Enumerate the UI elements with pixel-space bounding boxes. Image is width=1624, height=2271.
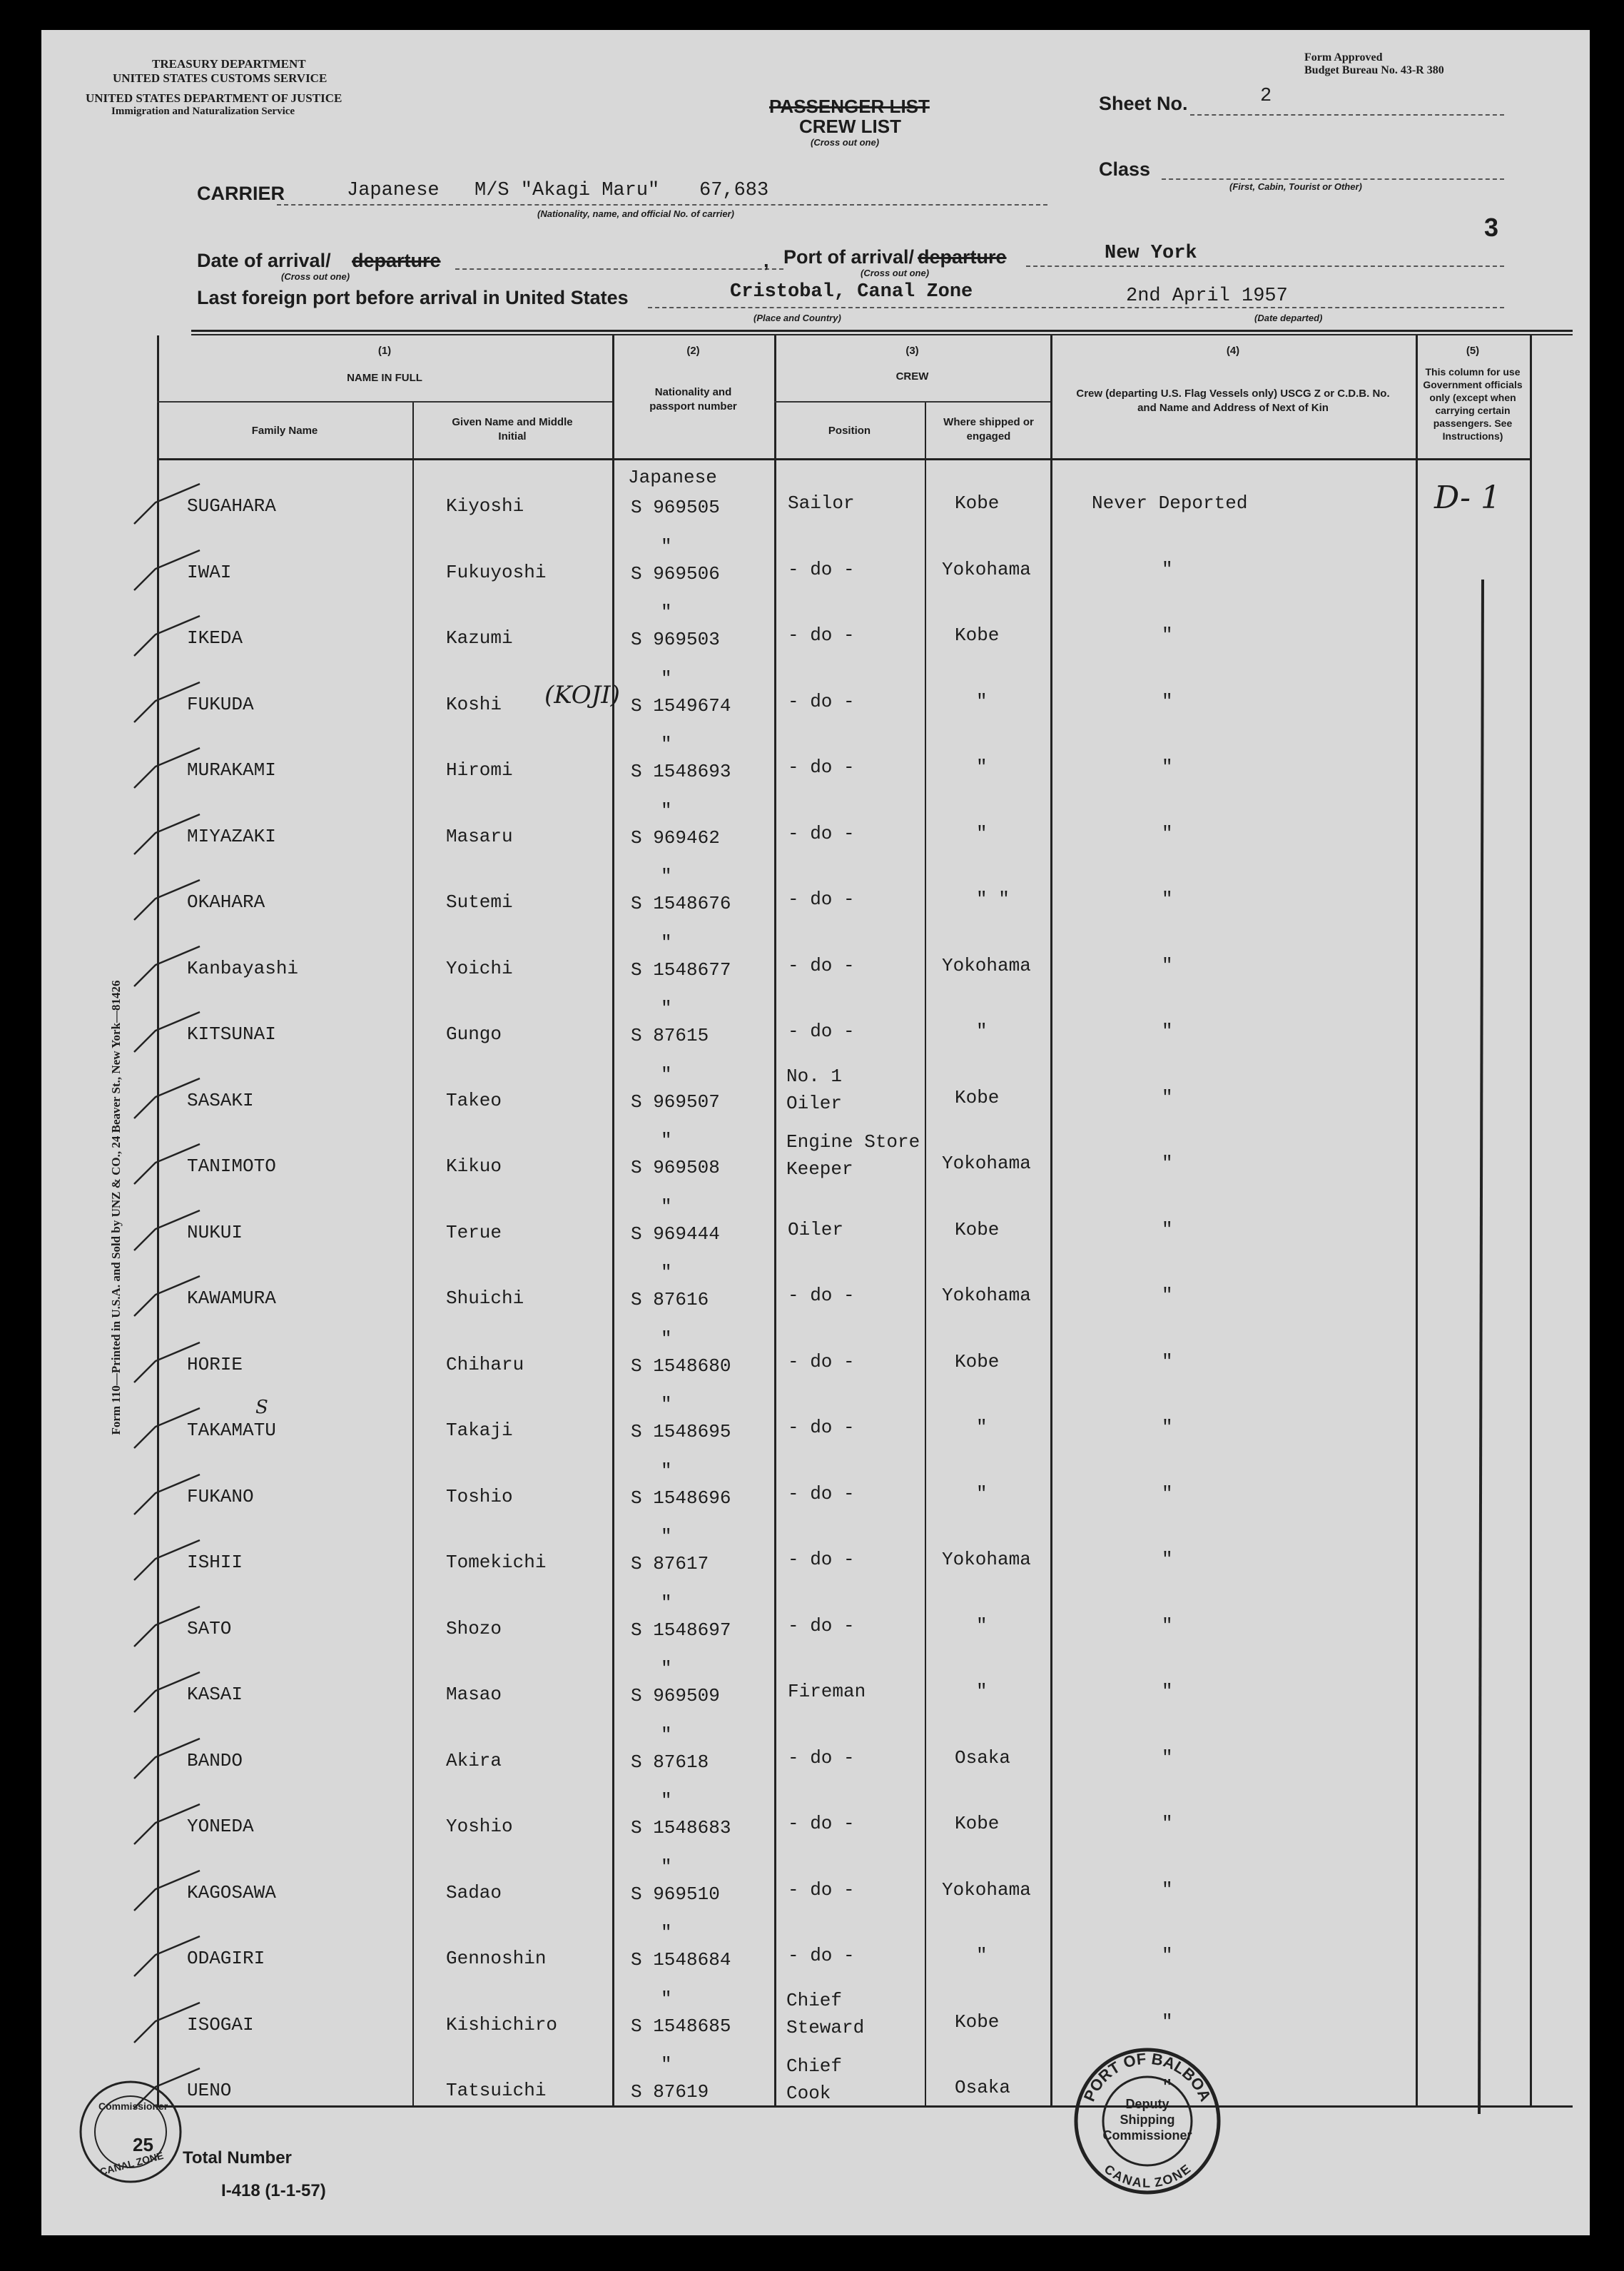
- tick-mark: [113, 811, 205, 869]
- family-name: KITSUNAI: [187, 1023, 276, 1045]
- place-hint: (Place and Country): [753, 313, 841, 323]
- nationality: ": [661, 1988, 672, 2010]
- passport-number: S 87618: [631, 1751, 709, 1773]
- passport-number: S 1548697: [631, 1619, 731, 1641]
- svg-text:CANAL ZONE: CANAL ZONE: [98, 2149, 165, 2178]
- passport-number: S 1548683: [631, 1817, 731, 1838]
- next-of-kin: ": [1162, 690, 1173, 712]
- family-name: HORIE: [187, 1353, 243, 1375]
- position: - do -: [788, 1417, 855, 1438]
- given-name: Gungo: [446, 1023, 502, 1045]
- port-departure-struck: departure: [918, 246, 1007, 268]
- cross-out-one-hint: (Cross out one): [811, 137, 880, 148]
- given-name: Akira: [446, 1749, 502, 1771]
- given-name: Fukuyoshi: [446, 561, 547, 583]
- next-of-kin: ": [1162, 1549, 1173, 1570]
- next-of-kin: ": [1162, 1813, 1173, 1834]
- page-mark: 3: [1484, 213, 1499, 242]
- given-name: Takaji: [446, 1420, 513, 1441]
- port-hint: (Cross out one): [861, 268, 930, 278]
- total-number-value: 25: [133, 2134, 153, 2155]
- tick-mark: [113, 1141, 205, 1198]
- family-name: TAKAMATU: [187, 1420, 276, 1441]
- tick-mark: [113, 2000, 205, 2057]
- position: - do -: [788, 1878, 855, 1901]
- svg-text:PORT OF BALBOA: PORT OF BALBOA: [1080, 2049, 1215, 2105]
- position: No. 1: [786, 1065, 843, 1087]
- carrier-vessel: M/S "Akagi Maru": [474, 180, 660, 201]
- next-of-kin: ": [1162, 1681, 1173, 1702]
- nationality: ": [661, 1394, 672, 1415]
- class-hint: (First, Cabin, Tourist or Other): [1229, 181, 1362, 192]
- where-shipped: Kobe: [955, 492, 1000, 514]
- position: - do -: [788, 624, 855, 646]
- given-name: Sutemi: [446, 891, 513, 913]
- given-name: Takeo: [446, 1089, 502, 1111]
- family-name: MIYAZAKI: [187, 825, 276, 847]
- col4-number: (4): [1226, 345, 1240, 357]
- family-name: YONEDA: [187, 1816, 254, 1837]
- passport-number: S 969505: [631, 497, 720, 518]
- tick-mark: [113, 1736, 205, 1793]
- next-of-kin: ": [1162, 1086, 1173, 1108]
- col4-title: Crew (departing U.S. Flag Vessels only) USCG Z or C.D.B. No. and Name and Address of Next of Kin: [1076, 388, 1390, 414]
- svg-text:Commissioner: Commissioner: [1102, 2128, 1192, 2143]
- given-name: Kazumi: [446, 627, 513, 649]
- family-name: MURAKAMI: [187, 759, 276, 781]
- next-of-kin: ": [1162, 1878, 1173, 1901]
- tick-mark: [113, 613, 205, 670]
- passport-number: S 969462: [631, 826, 720, 849]
- nationality: ": [661, 667, 672, 689]
- tick-mark: [113, 481, 205, 538]
- next-of-kin: ": [1162, 1417, 1173, 1438]
- passport-number: S 1548693: [631, 761, 731, 782]
- passport-number: S 87616: [631, 1289, 709, 1310]
- family-name: OKAHARA: [187, 891, 265, 913]
- where-shipped: Kobe: [955, 624, 1000, 646]
- col5-title: This column for use Government officials only (except when carrying certain passengers. See Instructions): [1423, 366, 1523, 442]
- last-port-label: Last foreign port before arrival in United States: [197, 287, 629, 308]
- where-shipped: ": [976, 757, 988, 778]
- tick-mark: [113, 745, 205, 802]
- sheet-no-value: 2: [1260, 86, 1272, 107]
- carrier-hint: (Nationality, name, and official No. of carrier): [537, 208, 734, 219]
- tick-mark: [113, 1933, 205, 1991]
- col1-title: NAME IN FULL: [347, 372, 422, 384]
- given-name: Yoshio: [446, 1816, 513, 1837]
- tick-mark: [113, 1801, 205, 1858]
- tick-mark: [113, 547, 205, 605]
- date-hint: (Cross out one): [281, 271, 350, 282]
- where-shipped: ": [976, 1021, 988, 1042]
- document-page: [41, 30, 1590, 2235]
- next-of-kin: ": [1162, 889, 1173, 910]
- last-port-value: Cristobal, Canal Zone: [730, 281, 973, 303]
- where-shipped: ": [976, 1945, 988, 1966]
- family-name: IWAI: [187, 561, 232, 583]
- nationality: ": [661, 1658, 672, 1679]
- position-line-2: Steward: [786, 2016, 865, 2038]
- family-name: FUKUDA: [187, 693, 254, 715]
- where-shipped: Kobe: [955, 1218, 1000, 1240]
- date-of-arrival-label: Date of arrival/: [197, 250, 331, 271]
- where-shipped: Yokohama: [942, 1153, 1031, 1174]
- position: - do -: [788, 1482, 855, 1504]
- family-name: TANIMOTO: [187, 1155, 276, 1177]
- next-of-kin: ": [1162, 1482, 1173, 1504]
- next-of-kin: ": [1162, 1153, 1173, 1174]
- given-name: Kikuo: [446, 1155, 502, 1177]
- tick-mark: [113, 1537, 205, 1594]
- position: - do -: [788, 558, 855, 580]
- position-line-2: Keeper: [786, 1158, 853, 1180]
- position-line-2: Oiler: [786, 1092, 843, 1114]
- verification-check-mark: [1419, 472, 1533, 2128]
- nationality: ": [661, 1724, 672, 1746]
- where-shipped: Yokohama: [942, 1285, 1031, 1306]
- family-name: BANDO: [187, 1749, 243, 1771]
- position: - do -: [788, 1945, 855, 1966]
- position: Oiler: [788, 1218, 844, 1240]
- position: - do -: [788, 690, 855, 712]
- next-of-kin: ": [1162, 558, 1173, 580]
- given-name: Gennoshin: [446, 1948, 547, 1969]
- col-where-shipped: Where shipped or engaged: [943, 416, 1034, 442]
- where-shipped: ": [976, 1482, 988, 1504]
- passport-number: S 1548676: [631, 893, 731, 914]
- given-name: Shozo: [446, 1617, 502, 1639]
- passport-number: S 87617: [631, 1553, 709, 1574]
- family-name: KASAI: [187, 1684, 243, 1705]
- where-shipped: Kobe: [955, 2010, 1000, 2033]
- given-name: Yoichi: [446, 957, 513, 979]
- given-name-handwritten-note: (KOJI): [544, 680, 620, 709]
- passport-number: S 87615: [631, 1025, 709, 1046]
- nationality: ": [661, 1130, 672, 1151]
- col5-number: (5): [1466, 345, 1480, 357]
- position: - do -: [788, 1813, 855, 1834]
- family-name: ODAGIRI: [187, 1948, 265, 1969]
- col3-number: (3): [905, 345, 919, 357]
- next-of-kin: ": [1162, 1350, 1173, 1372]
- nationality: Japanese: [628, 467, 717, 488]
- next-of-kin: ": [1162, 1614, 1173, 1637]
- dept-line-3: UNITED STATES DEPARTMENT OF JUSTICE: [86, 91, 342, 105]
- passport-number: S 969506: [631, 562, 720, 585]
- where-shipped: Yokohama: [942, 558, 1031, 580]
- passport-number: S 969508: [631, 1157, 720, 1178]
- tick-mark: [113, 1009, 205, 1066]
- tick-mark: [113, 1273, 205, 1330]
- nationality: ": [661, 1063, 672, 1086]
- dept-line-1: TREASURY DEPARTMENT: [152, 57, 306, 71]
- passport-number: S 1548680: [631, 1355, 731, 1377]
- where-shipped: Osaka: [955, 2077, 1011, 2098]
- given-name: Chiharu: [446, 1353, 524, 1375]
- tick-mark: [113, 877, 205, 934]
- dept-line-4: Immigration and Naturalization Service: [111, 106, 295, 117]
- position: - do -: [788, 1285, 855, 1306]
- port-of-arrival-label: Port of arrival/: [783, 246, 915, 268]
- tick-mark: [113, 1076, 205, 1133]
- nationality: ": [661, 866, 672, 887]
- position: Fireman: [788, 1681, 866, 1702]
- col-family-name: Family Name: [251, 425, 318, 437]
- family-name-correction: S: [255, 1397, 268, 1418]
- tick-mark: [113, 944, 205, 1001]
- tick-mark: [113, 1340, 205, 1397]
- date-departure-struck: departure: [352, 250, 441, 271]
- tick-mark: [113, 1472, 205, 1529]
- nationality: ": [661, 1460, 672, 1482]
- nationality: ": [661, 998, 672, 1019]
- position: - do -: [788, 1746, 855, 1769]
- next-of-kin: ": [1162, 2077, 1173, 2098]
- next-of-kin: ": [1162, 954, 1173, 976]
- nationality: ": [661, 2054, 672, 2075]
- where-shipped: Yokohama: [942, 1549, 1031, 1570]
- col2-number: (2): [686, 345, 700, 357]
- family-name: SATO: [187, 1617, 232, 1639]
- col3-title: CREW: [895, 370, 929, 383]
- sheet-no-label: Sheet No.: [1099, 93, 1188, 114]
- next-of-kin: ": [1162, 1218, 1173, 1240]
- nationality: ": [661, 535, 672, 557]
- tick-mark: [113, 1405, 205, 1462]
- next-of-kin: ": [1162, 757, 1173, 778]
- class-label: Class: [1099, 158, 1151, 180]
- nationality: ": [661, 1327, 672, 1350]
- next-of-kin: ": [1162, 624, 1173, 646]
- where-shipped: ": [976, 822, 988, 844]
- where-shipped: Osaka: [955, 1746, 1011, 1769]
- passport-number: S 1548677: [631, 959, 731, 981]
- tick-mark: [113, 1208, 205, 1265]
- carrier-official-no: 67,683: [699, 180, 769, 201]
- position: - do -: [788, 757, 855, 778]
- given-name: Hiromi: [446, 759, 513, 781]
- given-name: Toshio: [446, 1485, 513, 1507]
- svg-text:Shipping: Shipping: [1120, 2113, 1175, 2127]
- date-departed-hint: (Date departed): [1254, 313, 1323, 323]
- passenger-list-struck: PASSENGER LIST: [769, 96, 930, 117]
- budget-bureau-no: Budget Bureau No. 43-R 380: [1304, 64, 1444, 76]
- nationality: ": [661, 1790, 672, 1811]
- port-of-arrival-value: New York: [1105, 243, 1197, 264]
- given-name: Masaru: [446, 825, 513, 847]
- next-of-kin: ": [1162, 1746, 1173, 1769]
- where-shipped: Yokohama: [942, 954, 1031, 976]
- family-name: KAGOSAWA: [187, 1881, 276, 1903]
- next-of-kin: ": [1162, 2010, 1173, 2033]
- col2-title: Nationality and passport number: [649, 386, 737, 413]
- deportation-note: D- 1: [1434, 480, 1501, 516]
- nationality: ": [661, 602, 672, 623]
- where-shipped: ": [976, 1417, 988, 1438]
- position: - do -: [788, 1350, 855, 1372]
- tick-mark: [113, 1604, 205, 1661]
- tick-mark: [113, 1868, 205, 1925]
- nationality: ": [661, 1195, 672, 1218]
- given-name: Kishichiro: [446, 2013, 558, 2035]
- position: - do -: [788, 1614, 855, 1637]
- tick-mark: [113, 679, 205, 737]
- family-name: ISHII: [187, 1552, 243, 1573]
- passport-number: S 1548685: [631, 2015, 731, 2037]
- nationality: ": [661, 1592, 672, 1614]
- nationality: ": [661, 1856, 672, 1878]
- position: - do -: [788, 822, 855, 844]
- next-of-kin: ": [1162, 1945, 1173, 1966]
- where-shipped: Yokohama: [942, 1878, 1031, 1901]
- svg-text:Deputy: Deputy: [1125, 2097, 1169, 2111]
- where-shipped: ": [976, 1614, 988, 1637]
- family-name: FUKANO: [187, 1485, 254, 1507]
- passport-number: S 1549674: [631, 694, 731, 717]
- svg-text:Commissioner: Commissioner: [98, 2100, 168, 2112]
- carrier-label: CARRIER: [197, 183, 285, 204]
- date-departed-value: 2nd April 1957: [1126, 285, 1288, 307]
- family-name: IKEDA: [187, 627, 243, 649]
- where-shipped: Kobe: [955, 1350, 1000, 1372]
- passport-number: S 1548684: [631, 1949, 731, 1971]
- position: - do -: [788, 889, 855, 910]
- given-name: Kiyoshi: [446, 495, 524, 517]
- nationality: ": [661, 1262, 672, 1283]
- position: - do -: [788, 1549, 855, 1570]
- nationality: ": [661, 734, 672, 755]
- svg-text:CANAL ZONE: CANAL ZONE: [1101, 2161, 1194, 2190]
- nationality: ": [661, 1922, 672, 1943]
- passport-number: S 969510: [631, 1883, 720, 1905]
- next-of-kin: ": [1162, 1021, 1173, 1042]
- passport-number: S 87619: [631, 2081, 709, 2103]
- where-shipped: Kobe: [955, 1813, 1000, 1834]
- given-name: Terue: [446, 1221, 502, 1243]
- passport-number: S 969444: [631, 1223, 720, 1245]
- where-shipped: ": [976, 1681, 988, 1702]
- given-name: Koshi: [446, 693, 502, 715]
- passport-number: S 969509: [631, 1685, 720, 1706]
- port-of-balboa-stamp: [1069, 2043, 1226, 2200]
- where-shipped: " ": [976, 889, 1010, 910]
- position-line-2: Cook: [786, 2083, 831, 2104]
- family-name: NUKUI: [187, 1221, 243, 1243]
- passport-number: S 1548695: [631, 1421, 731, 1442]
- passport-number: S 969503: [631, 629, 720, 650]
- nationality: ": [661, 931, 672, 954]
- canal-zone-stamp-left: [70, 2071, 191, 2192]
- given-name: Sadao: [446, 1881, 502, 1903]
- next-of-kin: Never Deported: [1092, 492, 1248, 514]
- family-name: Kanbayashi: [187, 957, 299, 979]
- position: Chief: [786, 2055, 843, 2077]
- family-name: UENO: [187, 2080, 232, 2101]
- side-printer-note: Form 110—Printed in U.S.A. and Sold by UNZ & CO., 24 Beaver St., New York—81426: [109, 980, 123, 1435]
- position: - do -: [788, 954, 855, 976]
- position: Engine Store: [786, 1131, 920, 1153]
- given-name: Shuichi: [446, 1288, 524, 1309]
- form-code: I-418 (1-1-57): [221, 2181, 326, 2200]
- given-name: Tatsuichi: [446, 2080, 547, 2101]
- position: Chief: [786, 1989, 843, 2011]
- next-of-kin: ": [1162, 1285, 1173, 1306]
- family-name: KAWAMURA: [187, 1288, 276, 1309]
- given-name: Tomekichi: [446, 1552, 547, 1573]
- family-name: SASAKI: [187, 1089, 254, 1111]
- given-name: Masao: [446, 1684, 502, 1705]
- col-given-name: Given Name and Middle Initial: [452, 416, 573, 442]
- position: Sailor: [788, 492, 855, 514]
- where-shipped: ": [976, 690, 988, 712]
- where-shipped: Kobe: [955, 1086, 1000, 1108]
- col-position: Position: [828, 425, 871, 437]
- carrier-nationality: Japanese: [347, 180, 440, 201]
- family-name: SUGAHARA: [187, 495, 276, 517]
- dept-line-2: UNITED STATES CUSTOMS SERVICE: [113, 71, 328, 85]
- nationality: ": [661, 1526, 672, 1547]
- position: - do -: [788, 1021, 855, 1042]
- crew-list-title: CREW LIST: [799, 116, 901, 137]
- family-name: ISOGAI: [187, 2013, 254, 2035]
- nationality: ": [661, 799, 672, 821]
- total-number-label: Total Number: [183, 2148, 292, 2168]
- next-of-kin: ": [1162, 822, 1173, 844]
- form-approved: Form Approved: [1304, 51, 1383, 64]
- passport-number: S 1548696: [631, 1487, 731, 1509]
- tick-mark: [113, 1669, 205, 1726]
- passport-number: S 969507: [631, 1091, 720, 1113]
- comma: ,: [763, 250, 769, 271]
- col1-number: (1): [377, 345, 392, 357]
